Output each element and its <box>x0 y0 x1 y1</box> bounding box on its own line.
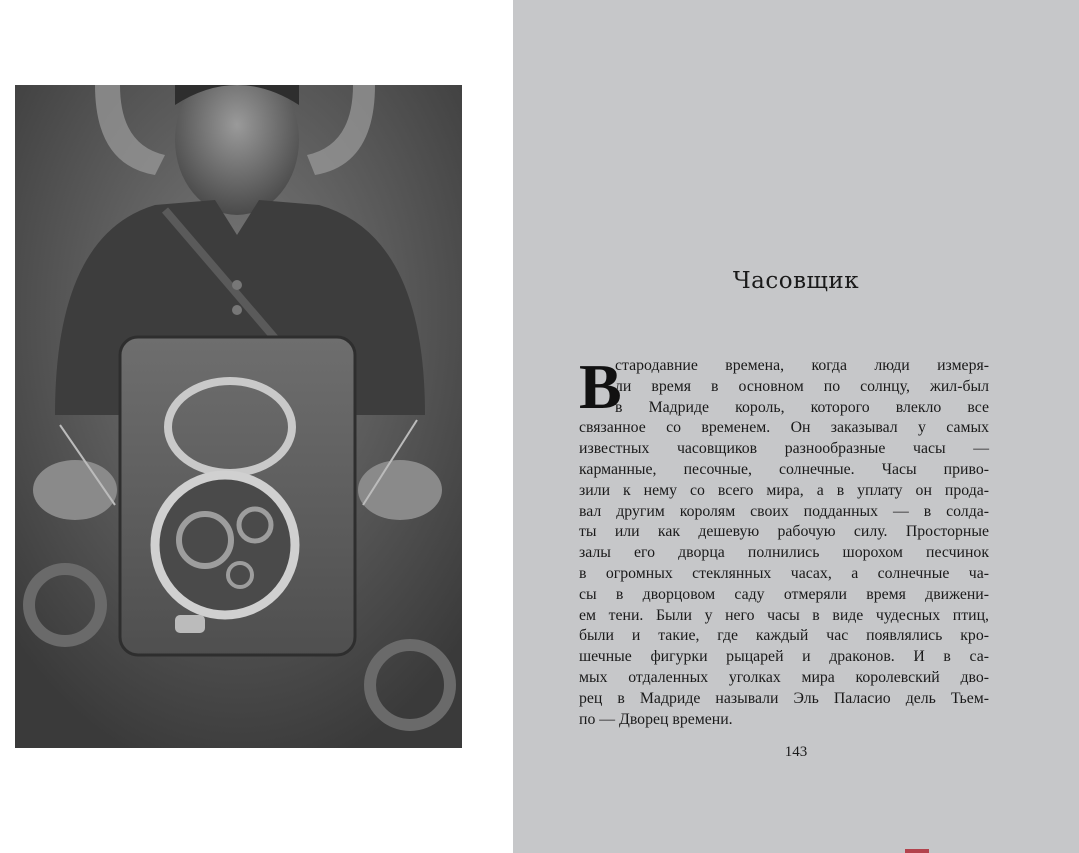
text-line: в огромных стеклянных часах, а солнечные ча- <box>579 564 989 582</box>
drop-cap: В <box>579 351 622 422</box>
clockmaker-illustration <box>15 85 462 748</box>
text-line: ли время в основном по солнцу, жил-был <box>615 377 989 395</box>
right-page <box>513 0 1079 853</box>
text-line: залы его дворца полнились шорохом песчинок <box>579 544 989 562</box>
text-line: рец в Мадриде называли Эль Паласио дель Тьем- <box>579 689 989 707</box>
text-line: по — Дворец времени. <box>579 710 733 728</box>
button <box>232 280 242 290</box>
button <box>232 305 242 315</box>
text-line: ем тени. Были у него часы в виде чудесных птиц, <box>579 606 989 624</box>
text-line: в Мадриде король, которого влекло все <box>615 398 989 416</box>
text-line: зили к нему со всего мира, а в уплату он прода- <box>579 481 989 499</box>
text-line: шечные фигурки рыцарей и драконов. И в са- <box>579 648 989 666</box>
text-line: сы в дворцовом саду отмеряли время движени- <box>579 585 989 603</box>
page-number: 143 <box>784 744 808 760</box>
text-line: ты или как дешевую рабочую силу. Просторные <box>579 523 989 541</box>
clockmaker-drawing <box>15 85 462 748</box>
text-line: были и такие, где каждый час появлялись кро- <box>579 627 989 645</box>
text-line: вал другим королям своих подданных — в солда- <box>579 502 989 520</box>
watch-body <box>155 475 295 615</box>
text-line: мых отдаленных уголках мира королевский дво- <box>579 668 989 686</box>
left-page <box>0 0 513 853</box>
text-line: карманные, песочные, солнечные. Часы приво- <box>579 460 989 478</box>
body-text <box>579 351 989 730</box>
watch-crown <box>175 615 205 633</box>
right-hand <box>358 460 442 520</box>
chapter-title: Часовщик <box>732 268 860 294</box>
text-line: связанное со временем. Он заказывал у самых <box>579 419 989 437</box>
text-line: стародавние времена, когда люди измеря- <box>615 357 989 374</box>
text-line: известных часовщиков разнообразные часы — <box>579 440 989 458</box>
bookmark-ribbon <box>905 849 929 853</box>
